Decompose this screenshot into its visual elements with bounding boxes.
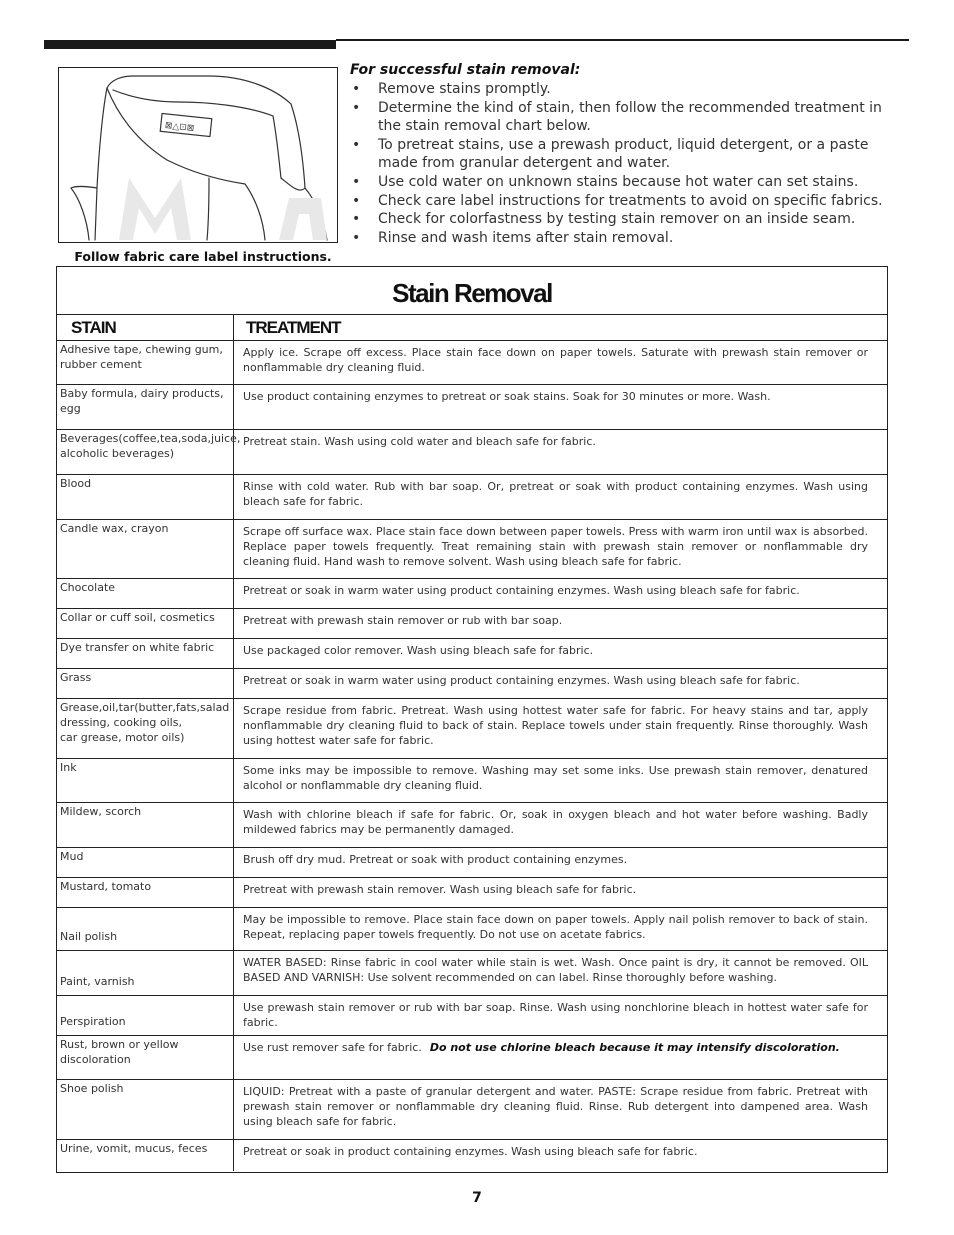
table-row: [57, 951, 887, 996]
tip-item: • To pretreat stains, use a prewash product, liquid detergent, or a paste made from granular detergent and water.: [352, 136, 869, 172]
treatment-cell: Wash with chlorine bleach if safe for fabric. Or, soak in oxygen bleach and hot water before washing. Badly mildewed fabrics may be permanently damaged.: [243, 808, 868, 836]
page-number: 7: [472, 1190, 482, 1206]
stain-cell: Mildew, scorch: [57, 803, 234, 847]
treatment-cell: Scrape off surface wax. Place stain face down between paper towels. Press with warm iron until wax is absorbed. Replace paper towels frequently. Treat remaining stain with prewash stain remover or nonflammable dry cleaning fluid. Hand wash to remove solvent. Wash using bleach safe for fabric.: [243, 525, 868, 568]
table-row: [57, 1080, 887, 1140]
stain-cell: Rust, brown or yellow discoloration: [57, 1036, 234, 1079]
table-body: [57, 341, 887, 1171]
illustration-caption: Follow fabric care label instructions.: [74, 249, 332, 264]
treatment-cell: Brush off dry mud. Pretreat or soak with product containing enzymes.: [243, 853, 628, 866]
table-row: [57, 430, 887, 475]
stain-cell: Mud: [57, 848, 234, 877]
table-row: [57, 669, 887, 699]
table-row: [57, 341, 887, 385]
stain-cell: Grease,oil,tar(butter,fats,salad dressing, cooking oils, car grease, motor oils): [57, 699, 234, 758]
treatment-cell: [234, 1036, 887, 1079]
stain-cell: Ink: [57, 759, 234, 802]
tip-item: • Rinse and wash items after stain removal.: [352, 229, 674, 246]
treatment-cell: Pretreat or soak in warm water using product containing enzymes. Wash using bleach safe for fabric.: [243, 674, 800, 687]
table-title: Stain Removal: [57, 267, 887, 315]
stain-removal-table: [56, 266, 888, 1173]
treatment-cell: May be impossible to remove. Place stain face down on paper towels. Apply nail polish remover to back of stain. Repeat, replacing paper towels frequently. Do not use on acetate fabrics.: [243, 913, 868, 941]
column-header-treatment: TREATMENT: [246, 318, 341, 337]
stain-tips: [350, 62, 898, 247]
tip-item: • Determine the kind of stain, then follow the recommended treatment in the stain removal chart below.: [352, 99, 882, 135]
header-rule-thin: [336, 39, 909, 41]
treatment-cell: Use packaged color remover. Wash using bleach safe for fabric.: [243, 644, 594, 657]
table-row: [57, 639, 887, 669]
table-row: [57, 803, 887, 848]
stain-cell: Beverages(coffee,tea,soda,juice, alcoholic beverages): [57, 430, 234, 474]
stain-cell: Blood: [57, 475, 234, 519]
treatment-cell: Pretreat with prewash stain remover. Wash using bleach safe for fabric.: [243, 883, 637, 896]
table-row: [57, 908, 887, 951]
table-row: [57, 475, 887, 520]
stain-cell: Grass: [57, 669, 234, 698]
column-header-stain: STAIN: [71, 318, 116, 337]
stain-cell: Perspiration: [57, 996, 234, 1035]
treatment-cell: Rinse with cold water. Rub with bar soap. Or, pretreat or soak with product containing enzymes. Wash using bleach safe for fabric.: [243, 480, 868, 508]
stain-cell: Baby formula, dairy products, egg: [57, 385, 234, 429]
table-row: [57, 699, 887, 759]
shirt-collar-illustration: [58, 67, 338, 243]
header-divider: [233, 315, 234, 341]
treatment-cell: Scrape residue from fabric. Pretreat. Wash using hottest water safe for fabric. For heavy stains and tar, apply nonflammable dry cleaning fluid to back of stain. Replace towels under stain frequently. Rinse thoroughly. Wash using hottest water safe for fabric.: [243, 704, 868, 747]
treatment-cell: Use product containing enzymes to pretreat or soak stains. Soak for 30 minutes or more. Wash.: [243, 390, 771, 403]
stain-cell: Adhesive tape, chewing gum, rubber cement: [57, 341, 234, 384]
table-row: [57, 1036, 887, 1080]
stain-cell: Collar or cuff soil, cosmetics: [57, 609, 234, 638]
treatment-text: Use rust remover safe for fabric.: [243, 1041, 422, 1054]
svg-text:⊠△⊡⊠: ⊠△⊡⊠: [164, 120, 195, 134]
treatment-cell: Pretreat or soak in product containing enzymes. Wash using bleach safe for fabric.: [243, 1145, 698, 1158]
stain-cell: Dye transfer on white fabric: [57, 639, 234, 668]
treatment-cell: Pretreat stain. Wash using cold water and bleach safe for fabric.: [243, 435, 596, 448]
stain-cell: Urine, vomit, mucus, feces: [57, 1140, 234, 1171]
table-row: [57, 520, 887, 579]
tips-heading: For successful stain removal:: [350, 62, 581, 78]
treatment-cell: Some inks may be impossible to remove. Washing may set some inks. Use prewash stain remover, denatured alcohol or nonflammable dry cleaning fluid.: [243, 764, 868, 792]
table-row: [57, 385, 887, 430]
table-row: [57, 609, 887, 639]
treatment-cell: LIQUID: Pretreat with a paste of granular detergent and water. PASTE: Scrape residue from fabric. Pretreat with prewash stain remover or nonflammable dry cleaning fluid. Rinse. Rub detergent into dampened area. Wash using bleach safe for fabric.: [243, 1085, 868, 1128]
treatment-warning: Do not use chlorine bleach because it may intensify discoloration.: [429, 1041, 840, 1054]
treatment-cell: WATER BASED: Rinse fabric in cool water while stain is wet. Wash. Once paint is dry, it cannot be removed. OIL BASED AND VARNISH: Use solvent recommended on can label. Rinse thoroughly before washing.: [243, 956, 868, 984]
table-row: [57, 996, 887, 1036]
tip-item: • Use cold water on unknown stains because hot water can set stains.: [352, 173, 859, 190]
tip-item: • Check for colorfastness by testing stain remover on an inside seam.: [352, 211, 856, 228]
stain-cell: Chocolate: [57, 579, 234, 608]
table-row: [57, 1140, 887, 1171]
stain-cell: Nail polish: [57, 908, 234, 950]
header-rule-thick: [44, 40, 336, 49]
tips-list: [350, 80, 898, 247]
stain-cell: Shoe polish: [57, 1080, 234, 1139]
stain-cell: Paint, varnish: [57, 951, 234, 995]
stain-cell: Mustard, tomato: [57, 878, 234, 907]
table-row: [57, 878, 887, 908]
shirt-collar-icon: [59, 68, 337, 242]
tip-item: • Check care label instructions for treatments to avoid on specific fabrics.: [352, 192, 883, 209]
stain-cell: Candle wax, crayon: [57, 520, 234, 578]
tip-item: • Remove stains promptly.: [352, 81, 551, 97]
table-row: [57, 579, 887, 609]
table-row: [57, 759, 887, 803]
treatment-cell: Apply ice. Scrape off excess. Place stain face down on paper towels. Saturate with prewash stain remover or nonflammable dry cleaning fluid.: [243, 346, 868, 374]
treatment-cell: Pretreat or soak in warm water using product containing enzymes. Wash using bleach safe for fabric.: [243, 584, 800, 597]
table-row: [57, 848, 887, 878]
treatment-cell: Use prewash stain remover or rub with bar soap. Rinse. Wash using nonchlorine bleach in hottest water safe for fabric.: [243, 1001, 868, 1029]
treatment-cell: Pretreat with prewash stain remover or rub with bar soap.: [243, 614, 563, 627]
